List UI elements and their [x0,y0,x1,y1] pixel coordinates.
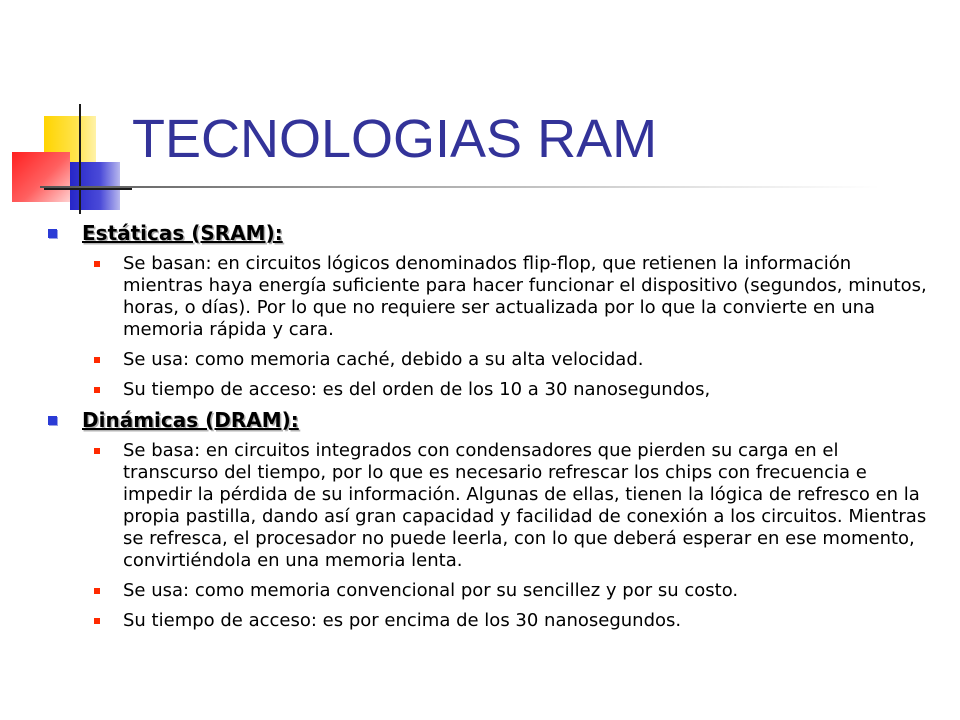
section-heading [48,222,928,244]
list-item-text: Su tiempo de acceso: es del orden de los 10 a 30 nanosegundos, [123,379,711,400]
logo-vertical-line [79,104,81,214]
section-heading-label: Dinámicas (DRAM): [82,408,299,432]
list-item-text: Se basan: en circuitos lógicos denominados flip-flop, que retienen la información mientras haya energía suficiente para hacer funcionar el dispositivo (segundos, minutos, horas, o días). Por lo que no requiere ser actualizada por lo que la convierte en una memoria rápida y cara. [123,253,927,340]
blue-square-bullet-icon [48,229,57,238]
list-item [48,379,928,401]
list-item [48,440,928,572]
red-square-bullet-icon [94,588,100,594]
logo-horizontal-line [44,188,132,190]
red-square-bullet-icon [94,357,100,363]
blue-square-bullet-icon [48,416,57,425]
list-item [48,349,928,371]
logo-red-square [12,152,70,202]
list-item-text: Se basa: en circuitos integrados con condensadores que pierden su carga en el transcurso del tiempo, por lo que es necesario refrescar los chips con frecuencia e impedir la pérdida de su información. Algunas de ellas, tienen la lógica de refresco en la propia pastilla, dando así gran capacidad y facilidad de conexión a los circuitos. Mientras se refresca, el procesador no puede leerla, con lo que deberá esperar en ese momento, convirtiéndola en una memoria lenta. [123,440,927,571]
list-item [48,580,928,602]
slide-title: TECNOLOGIAS RAM [132,109,658,169]
section-sram [48,222,928,401]
title-divider [40,186,880,188]
bullet-list [48,253,928,401]
red-square-bullet-icon [94,448,100,454]
bullet-list [48,440,928,632]
list-item-text: Se usa: como memoria caché, debido a su alta velocidad. [123,349,644,370]
red-square-bullet-icon [94,387,100,393]
list-item [48,610,928,632]
list-item-text: Su tiempo de acceso: es por encima de los 30 nanosegundos. [123,610,682,631]
red-square-bullet-icon [94,261,100,267]
slide-body [48,222,928,632]
section-heading-label: Estáticas (SRAM): [82,221,283,245]
list-item-text: Se usa: como memoria convencional por su sencillez y por su costo. [123,580,739,601]
red-square-bullet-icon [94,618,100,624]
section-dram [48,409,928,632]
section-heading [48,409,928,431]
template-logo [0,0,140,230]
list-item [48,253,928,341]
